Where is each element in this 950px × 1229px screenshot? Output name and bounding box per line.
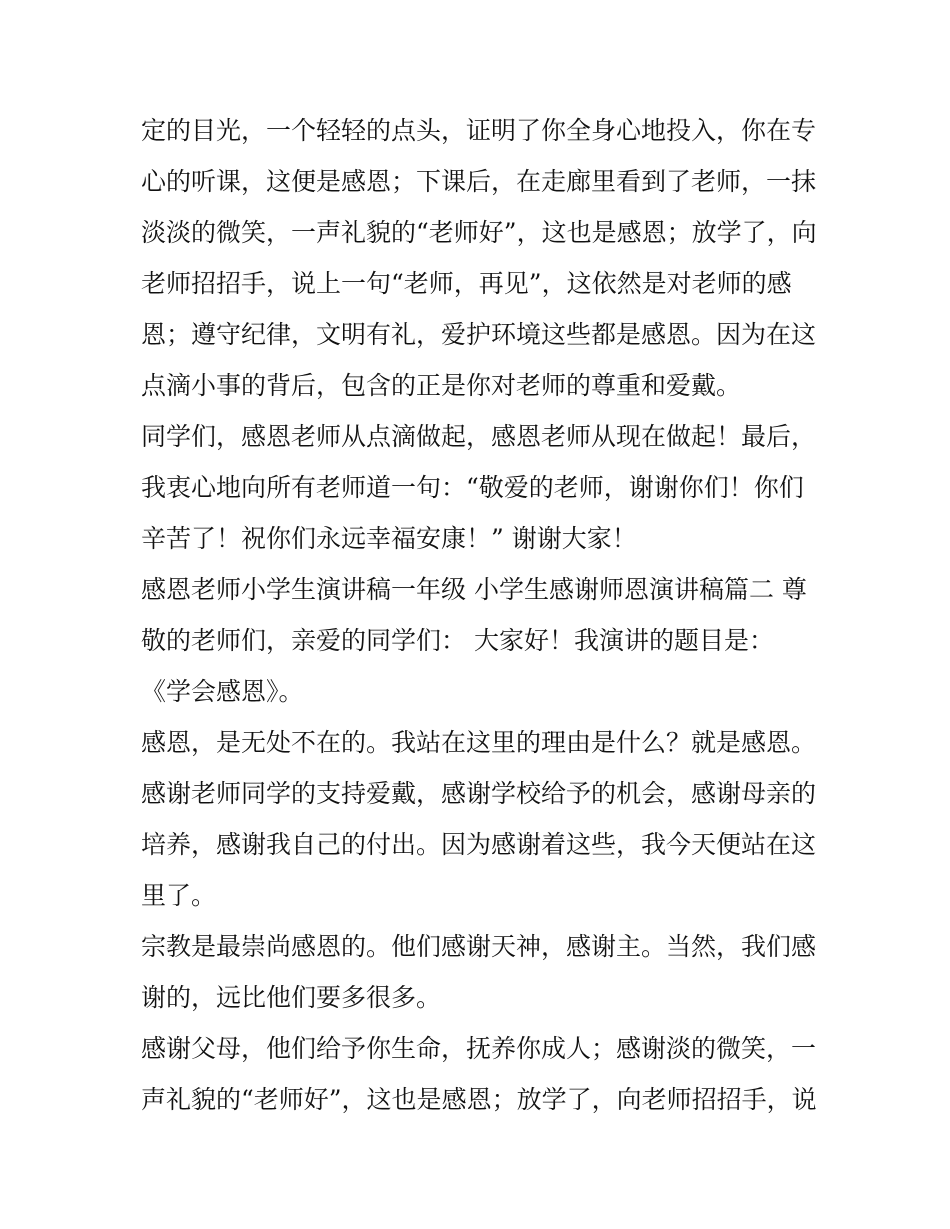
- text-line: 我衷心地向所有老师道一句：“敬爱的老师，谢谢你们！你们: [141, 473, 804, 502]
- text-line: 恩；遵守纪律，文明有礼，爱护环境这些都是感恩。因为在这: [141, 320, 817, 349]
- text-line: 感恩老师小学生演讲稿一年级 小学生感谢师恩演讲稿篇二 尊: [141, 575, 807, 604]
- text-line: 感谢父母，他们给予你生命，抚养你成人；感谢淡的微笑，一: [141, 1034, 817, 1063]
- text-line: 感谢老师同学的支持爱戴，感谢学校给予的机会，感谢母亲的: [141, 779, 817, 808]
- text-line: 点滴小事的背后，包含的正是你对老师的尊重和爱戴。: [141, 371, 742, 400]
- text-line: 培养，感谢我自己的付出。因为感谢着这些，我今天便站在这: [141, 830, 817, 859]
- text-line: 里了。: [141, 881, 217, 910]
- text-line: 同学们，感恩老师从点滴做起，感恩老师从现在做起！最后，: [141, 422, 817, 451]
- text-line: 定的目光，一个轻轻的点头，证明了你全身心地投入，你在专: [141, 116, 817, 145]
- text-line: 感恩，是无处不在的。我站在这里的理由是什么？就是感恩。: [141, 728, 817, 757]
- text-line: 心的听课，这便是感恩；下课后，在走廊里看到了老师，一抹: [141, 167, 817, 196]
- text-line: 宗教是最崇尚感恩的。他们感谢天神，感谢主。当然，我们感: [141, 932, 817, 961]
- text-line: 声礼貌的“老师好”，这也是感恩；放学了，向老师招招手，说: [141, 1085, 817, 1114]
- text-line: 谢的，远比他们要多很多。: [141, 983, 442, 1012]
- document-body: [141, 105, 821, 1125]
- text-line: 淡淡的微笑，一声礼貌的“老师好”，这也是感恩；放学了，向: [141, 218, 817, 247]
- text-line: 辛苦了！祝你们永远幸福安康！” 谢谢大家！: [141, 524, 637, 553]
- text-line: 老师招招手，说上一句“老师，再见”，这依然是对老师的感: [141, 269, 792, 298]
- text-line: 敬的老师们，亲爱的同学们： 大家好！我演讲的题目是：: [141, 626, 774, 655]
- text-line: 《学会感恩》。: [141, 677, 304, 706]
